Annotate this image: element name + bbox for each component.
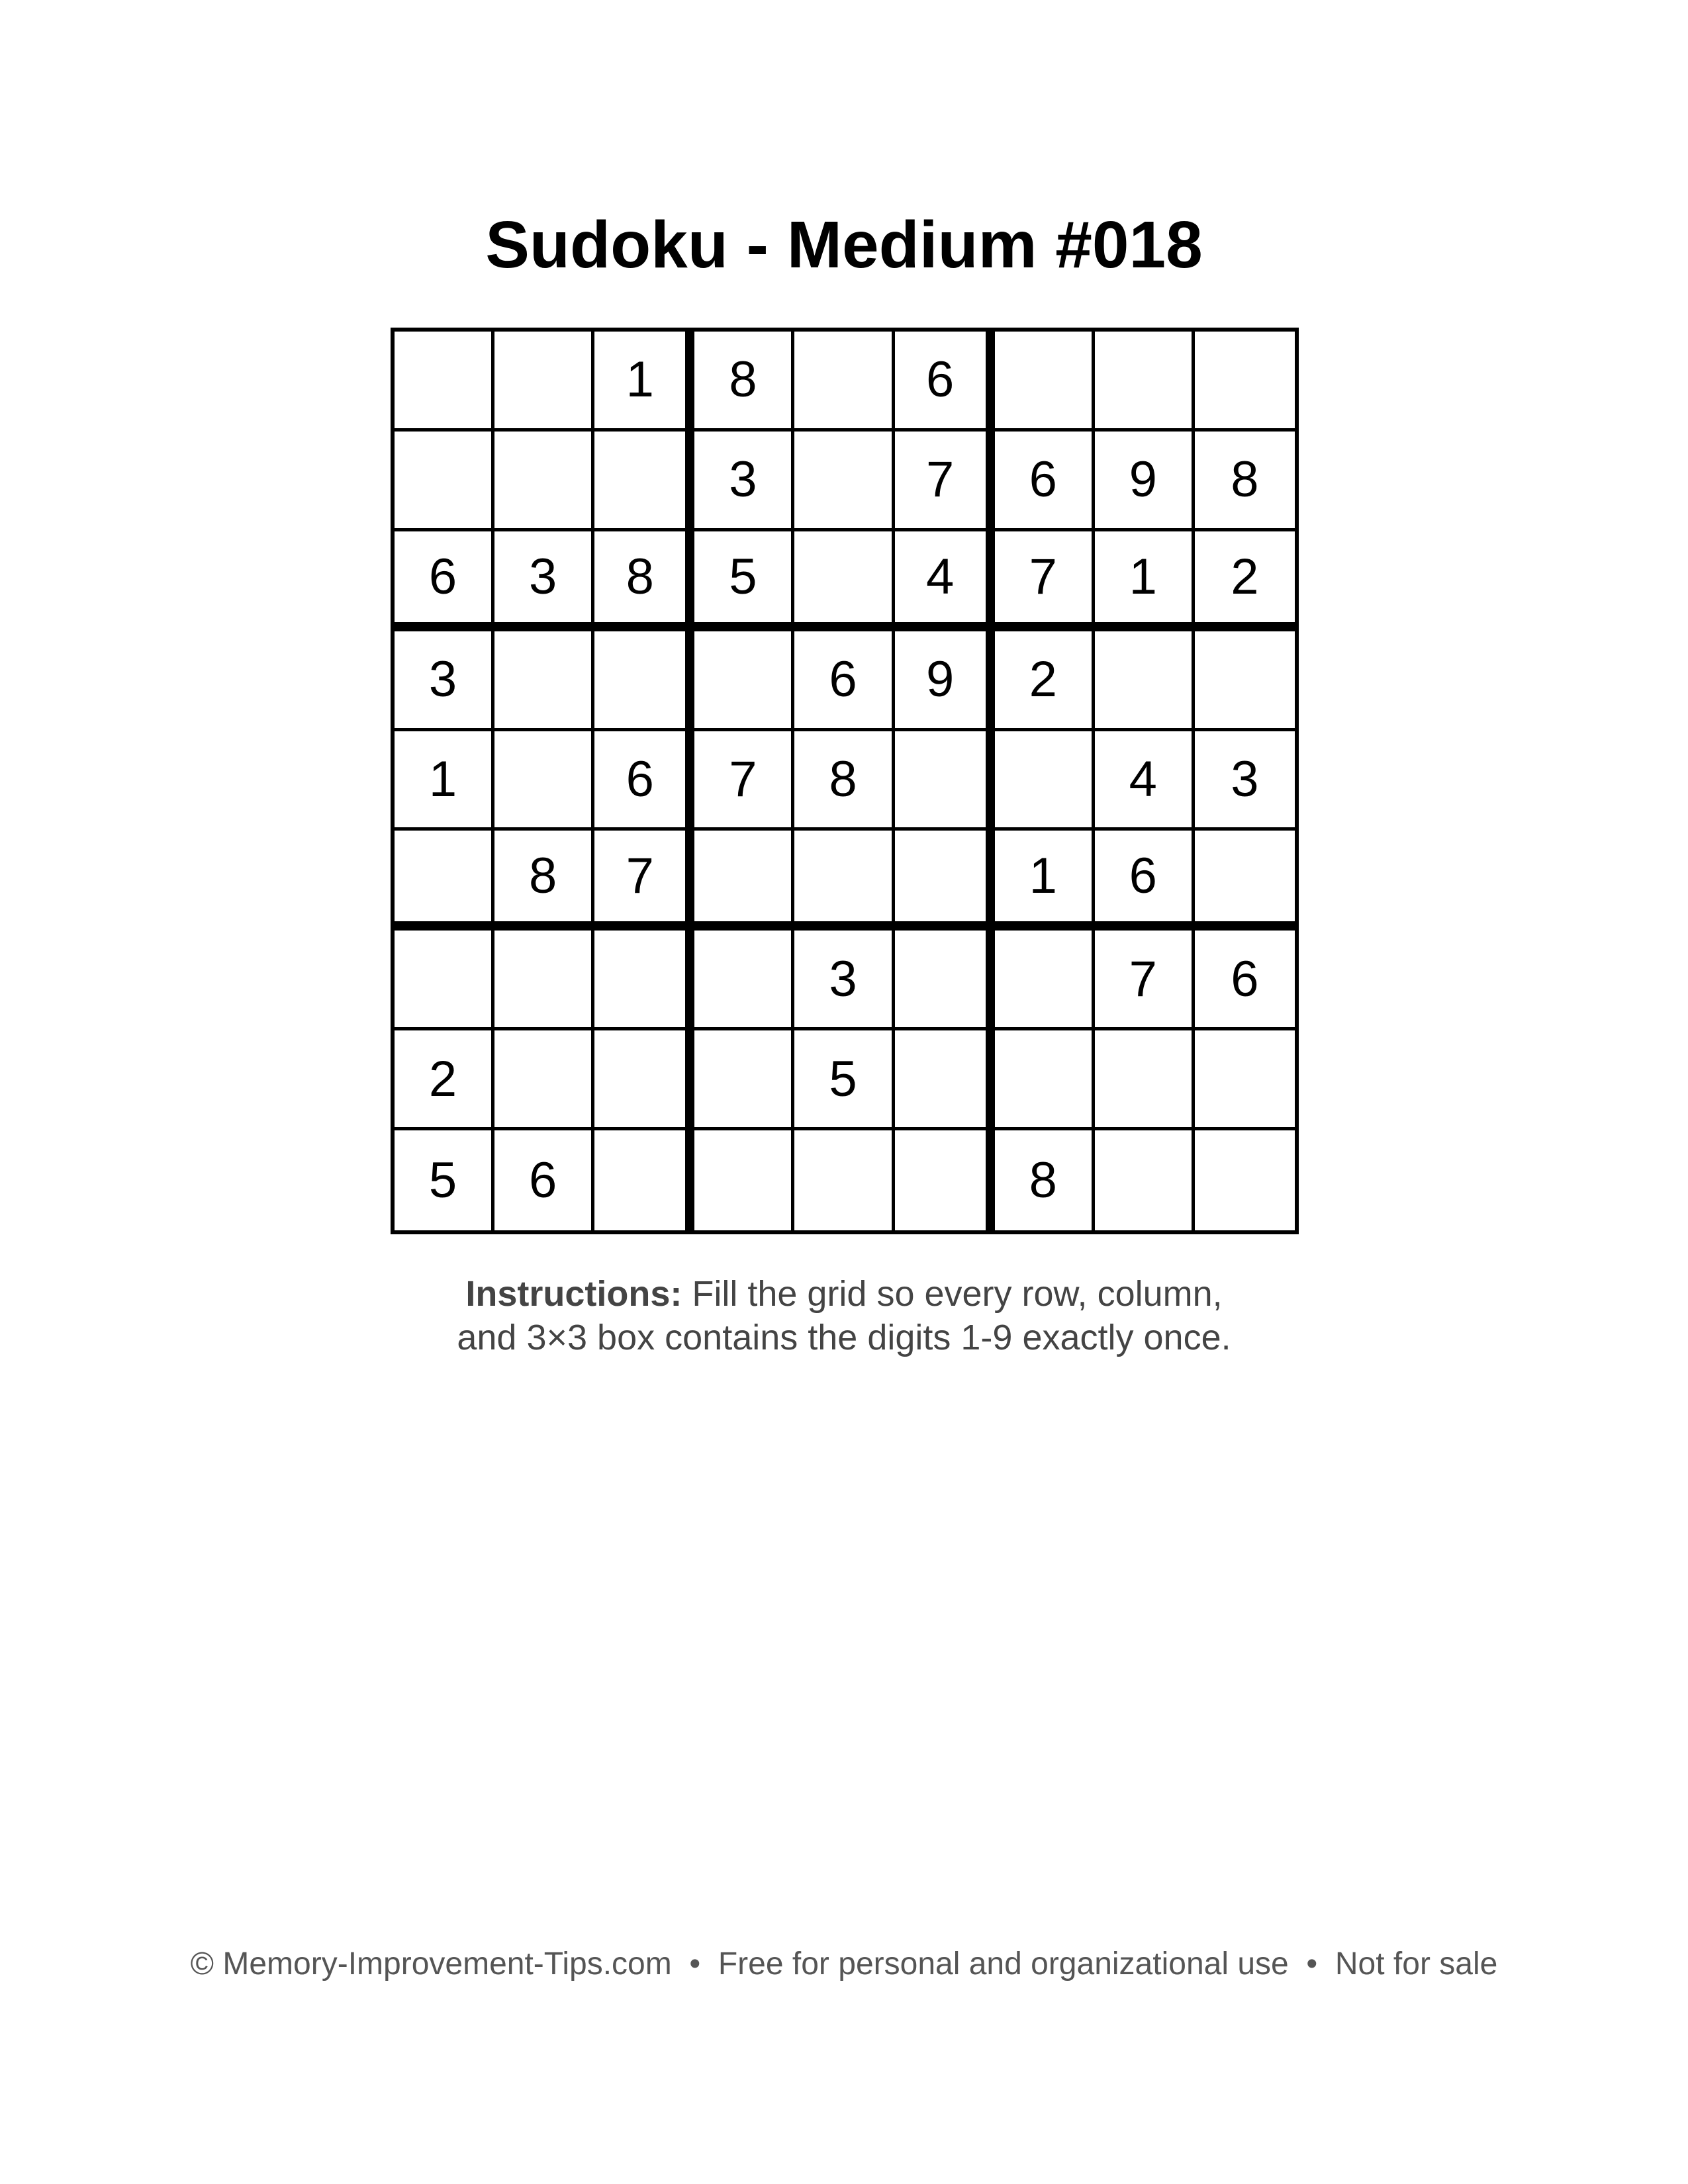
sudoku-cell-r7-c3[interactable] — [594, 931, 694, 1030]
sudoku-cell-r6-c8[interactable]: 6 — [1095, 831, 1195, 931]
sudoku-cell-r1-c8[interactable] — [1095, 332, 1195, 432]
sudoku-cell-r3-c1[interactable]: 6 — [395, 531, 494, 631]
sudoku-cell-r7-c5[interactable]: 3 — [794, 931, 894, 1030]
sudoku-cell-r6-c5[interactable] — [794, 831, 894, 931]
sudoku-cell-r5-c4[interactable]: 7 — [694, 731, 794, 831]
sudoku-cell-r5-c5[interactable]: 8 — [794, 731, 894, 831]
sudoku-cell-r7-c4[interactable] — [694, 931, 794, 1030]
sudoku-cell-r7-c7[interactable] — [995, 931, 1095, 1030]
sudoku-cell-r8-c7[interactable] — [995, 1030, 1095, 1130]
sudoku-cell-r2-c3[interactable] — [594, 432, 694, 531]
sudoku-cell-r6-c6[interactable] — [895, 831, 995, 931]
sudoku-cell-r9-c3[interactable] — [594, 1130, 694, 1230]
sudoku-board — [391, 328, 1299, 1234]
sudoku-cell-r8-c4[interactable] — [694, 1030, 794, 1130]
sudoku-cell-r3-c6[interactable]: 4 — [895, 531, 995, 631]
footer-separator-2: • — [1288, 1946, 1335, 1981]
sudoku-cell-r5-c1[interactable]: 1 — [395, 731, 494, 831]
sudoku-cell-r5-c7[interactable] — [995, 731, 1095, 831]
sudoku-cell-r3-c3[interactable]: 8 — [594, 531, 694, 631]
sudoku-cell-r8-c9[interactable] — [1195, 1030, 1295, 1130]
sudoku-cell-r7-c9[interactable]: 6 — [1195, 931, 1295, 1030]
sudoku-cell-r4-c4[interactable] — [694, 631, 794, 731]
sudoku-cell-r6-c9[interactable] — [1195, 831, 1295, 931]
sudoku-cell-r9-c2[interactable]: 6 — [494, 1130, 594, 1230]
sudoku-cell-r2-c6[interactable]: 7 — [895, 432, 995, 531]
sudoku-cell-r2-c7[interactable]: 6 — [995, 432, 1095, 531]
sudoku-cell-r4-c5[interactable]: 6 — [794, 631, 894, 731]
sudoku-cell-r3-c9[interactable]: 2 — [1195, 531, 1295, 631]
sudoku-cell-r8-c6[interactable] — [895, 1030, 995, 1130]
sudoku-cell-r3-c8[interactable]: 1 — [1095, 531, 1195, 631]
footer-sale: Not for sale — [1335, 1946, 1498, 1981]
sudoku-cell-r1-c2[interactable] — [494, 332, 594, 432]
sudoku-cell-r4-c1[interactable]: 3 — [395, 631, 494, 731]
sudoku-cell-r2-c1[interactable] — [395, 432, 494, 531]
sudoku-cell-r4-c6[interactable]: 9 — [895, 631, 995, 731]
sudoku-cell-r4-c3[interactable] — [594, 631, 694, 731]
sudoku-cell-r2-c5[interactable] — [794, 432, 894, 531]
sudoku-cell-r6-c4[interactable] — [694, 831, 794, 931]
sudoku-cell-r7-c2[interactable] — [494, 931, 594, 1030]
sudoku-cell-r3-c5[interactable] — [794, 531, 894, 631]
sudoku-cell-r8-c8[interactable] — [1095, 1030, 1195, 1130]
sudoku-cell-r2-c2[interactable] — [494, 432, 594, 531]
sudoku-cell-r4-c9[interactable] — [1195, 631, 1295, 731]
instructions-text-1: Fill the grid so every row, column, — [682, 1274, 1223, 1314]
footer-copyright: © Memory-Improvement-Tips.com — [190, 1946, 672, 1981]
sudoku-cell-r3-c2[interactable]: 3 — [494, 531, 594, 631]
sudoku-cell-r8-c5[interactable]: 5 — [794, 1030, 894, 1130]
sudoku-cell-r9-c9[interactable] — [1195, 1130, 1295, 1230]
sudoku-cell-r8-c3[interactable] — [594, 1030, 694, 1130]
sudoku-cell-r4-c8[interactable] — [1095, 631, 1195, 731]
sudoku-cell-r6-c3[interactable]: 7 — [594, 831, 694, 931]
sudoku-cell-r5-c3[interactable]: 6 — [594, 731, 694, 831]
instructions-label: Instructions: — [465, 1274, 682, 1314]
instructions-line-1 — [0, 1272, 1688, 1316]
sudoku-cell-r2-c4[interactable]: 3 — [694, 432, 794, 531]
sudoku-cell-r5-c8[interactable]: 4 — [1095, 731, 1195, 831]
sudoku-cell-r7-c1[interactable] — [395, 931, 494, 1030]
sudoku-cell-r8-c2[interactable] — [494, 1030, 594, 1130]
instructions-line-2: and 3×3 box contains the digits 1-9 exactly once. — [457, 1318, 1231, 1357]
sudoku-cell-r9-c4[interactable] — [694, 1130, 794, 1230]
sudoku-cell-r2-c8[interactable]: 9 — [1095, 432, 1195, 531]
sudoku-cell-r3-c4[interactable]: 5 — [694, 531, 794, 631]
footer-usage: Free for personal and organizational use — [718, 1946, 1289, 1981]
sudoku-cell-r1-c6[interactable]: 6 — [895, 332, 995, 432]
sudoku-cell-r1-c9[interactable] — [1195, 332, 1295, 432]
sudoku-cell-r9-c1[interactable]: 5 — [395, 1130, 494, 1230]
sudoku-cell-r9-c6[interactable] — [895, 1130, 995, 1230]
sudoku-cell-r7-c8[interactable]: 7 — [1095, 931, 1195, 1030]
sudoku-cell-r5-c6[interactable] — [895, 731, 995, 831]
sudoku-cell-r6-c2[interactable]: 8 — [494, 831, 594, 931]
sudoku-cell-r6-c1[interactable] — [395, 831, 494, 931]
sudoku-cell-r9-c7[interactable]: 8 — [995, 1130, 1095, 1230]
instructions — [0, 1272, 1688, 1359]
sudoku-cell-r1-c7[interactable] — [995, 332, 1095, 432]
sudoku-cell-r5-c2[interactable] — [494, 731, 594, 831]
sudoku-cell-r7-c6[interactable] — [895, 931, 995, 1030]
sudoku-cell-r1-c5[interactable] — [794, 332, 894, 432]
sudoku-cell-r4-c7[interactable]: 2 — [995, 631, 1095, 731]
sudoku-cell-r5-c9[interactable]: 3 — [1195, 731, 1295, 831]
sudoku-cell-r2-c9[interactable]: 8 — [1195, 432, 1295, 531]
sudoku-cell-r1-c3[interactable]: 1 — [594, 332, 694, 432]
sudoku-cell-r6-c7[interactable]: 1 — [995, 831, 1095, 931]
footer — [0, 1944, 1688, 1984]
page-title: Sudoku - Medium #018 — [485, 208, 1203, 282]
sudoku-cell-r4-c2[interactable] — [494, 631, 594, 731]
sudoku-cell-r3-c7[interactable]: 7 — [995, 531, 1095, 631]
sudoku-cell-r1-c4[interactable]: 8 — [694, 332, 794, 432]
sudoku-cell-r9-c8[interactable] — [1095, 1130, 1195, 1230]
sudoku-cell-r9-c5[interactable] — [794, 1130, 894, 1230]
sudoku-cell-r8-c1[interactable]: 2 — [395, 1030, 494, 1130]
sudoku-cell-r1-c1[interactable] — [395, 332, 494, 432]
footer-separator-1: • — [671, 1946, 718, 1981]
